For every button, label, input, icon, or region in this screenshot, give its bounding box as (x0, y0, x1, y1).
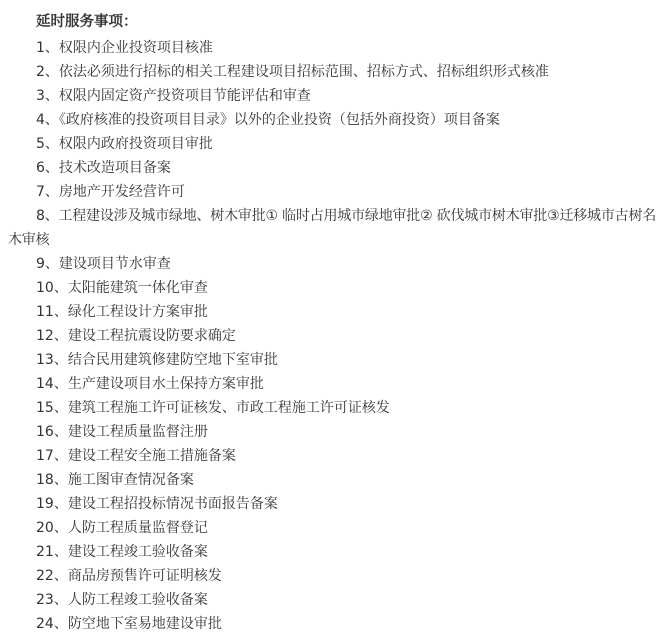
list-item: 21、建设工程竣工验收备案 (36, 544, 208, 560)
list-item: 7、房地产开发经营许可 (36, 184, 185, 200)
list-item: 3、权限内固定资产投资项目节能评估和审查 (36, 88, 311, 104)
list-item: 14、生产建设项目水土保持方案审批 (36, 376, 264, 392)
list-item: 16、建设工程质量监督注册 (36, 424, 208, 440)
list-item: 1、权限内企业投资项目核准 (36, 40, 213, 56)
section-heading: 延时服务事项： (36, 14, 138, 30)
list-item: 9、建设项目节水审查 (36, 256, 171, 272)
list-item: 2、依法必须进行招标的相关工程建设项目招标范围、招标方式、招标组织形式核准 (36, 64, 549, 80)
list-item: 24、防空地下室易地建设审批 (36, 616, 222, 632)
list-item: 10、太阳能建筑一体化审查 (36, 280, 208, 296)
list-item: 12、建设工程抗震设防要求确定 (36, 328, 236, 344)
list-item: 19、建设工程招投标情况书面报告备案 (36, 496, 278, 512)
list-item: 18、施工图审查情况备案 (36, 472, 194, 488)
list-item: 20、人防工程质量监督登记 (36, 520, 208, 536)
list-item: 15、建筑工程施工许可证核发、市政工程施工许可证核发 (36, 400, 390, 416)
list-item: 23、人防工程竣工验收备案 (36, 592, 208, 608)
list-item: 8、工程建设涉及城市绿地、树木审批① 临时占用城市绿地审批② 砍伐城市树木审批③迁移城市古树名木审核 (8, 208, 657, 248)
list-item: 6、技术改造项目备案 (36, 160, 171, 176)
list-item: 13、结合民用建筑修建防空地下室审批 (36, 352, 278, 368)
list-item: 5、权限内政府投资项目审批 (36, 136, 213, 152)
list-item: 17、建设工程安全施工措施备案 (36, 448, 236, 464)
list-item: 22、商品房预售许可证明核发 (36, 568, 222, 584)
list-item: 4、《政府核准的投资项目目录》以外的企业投资（包括外商投资）项目备案 (36, 112, 500, 128)
service-item-list (0, 36, 665, 636)
list-item: 11、绿化工程设计方案审批 (36, 304, 208, 320)
